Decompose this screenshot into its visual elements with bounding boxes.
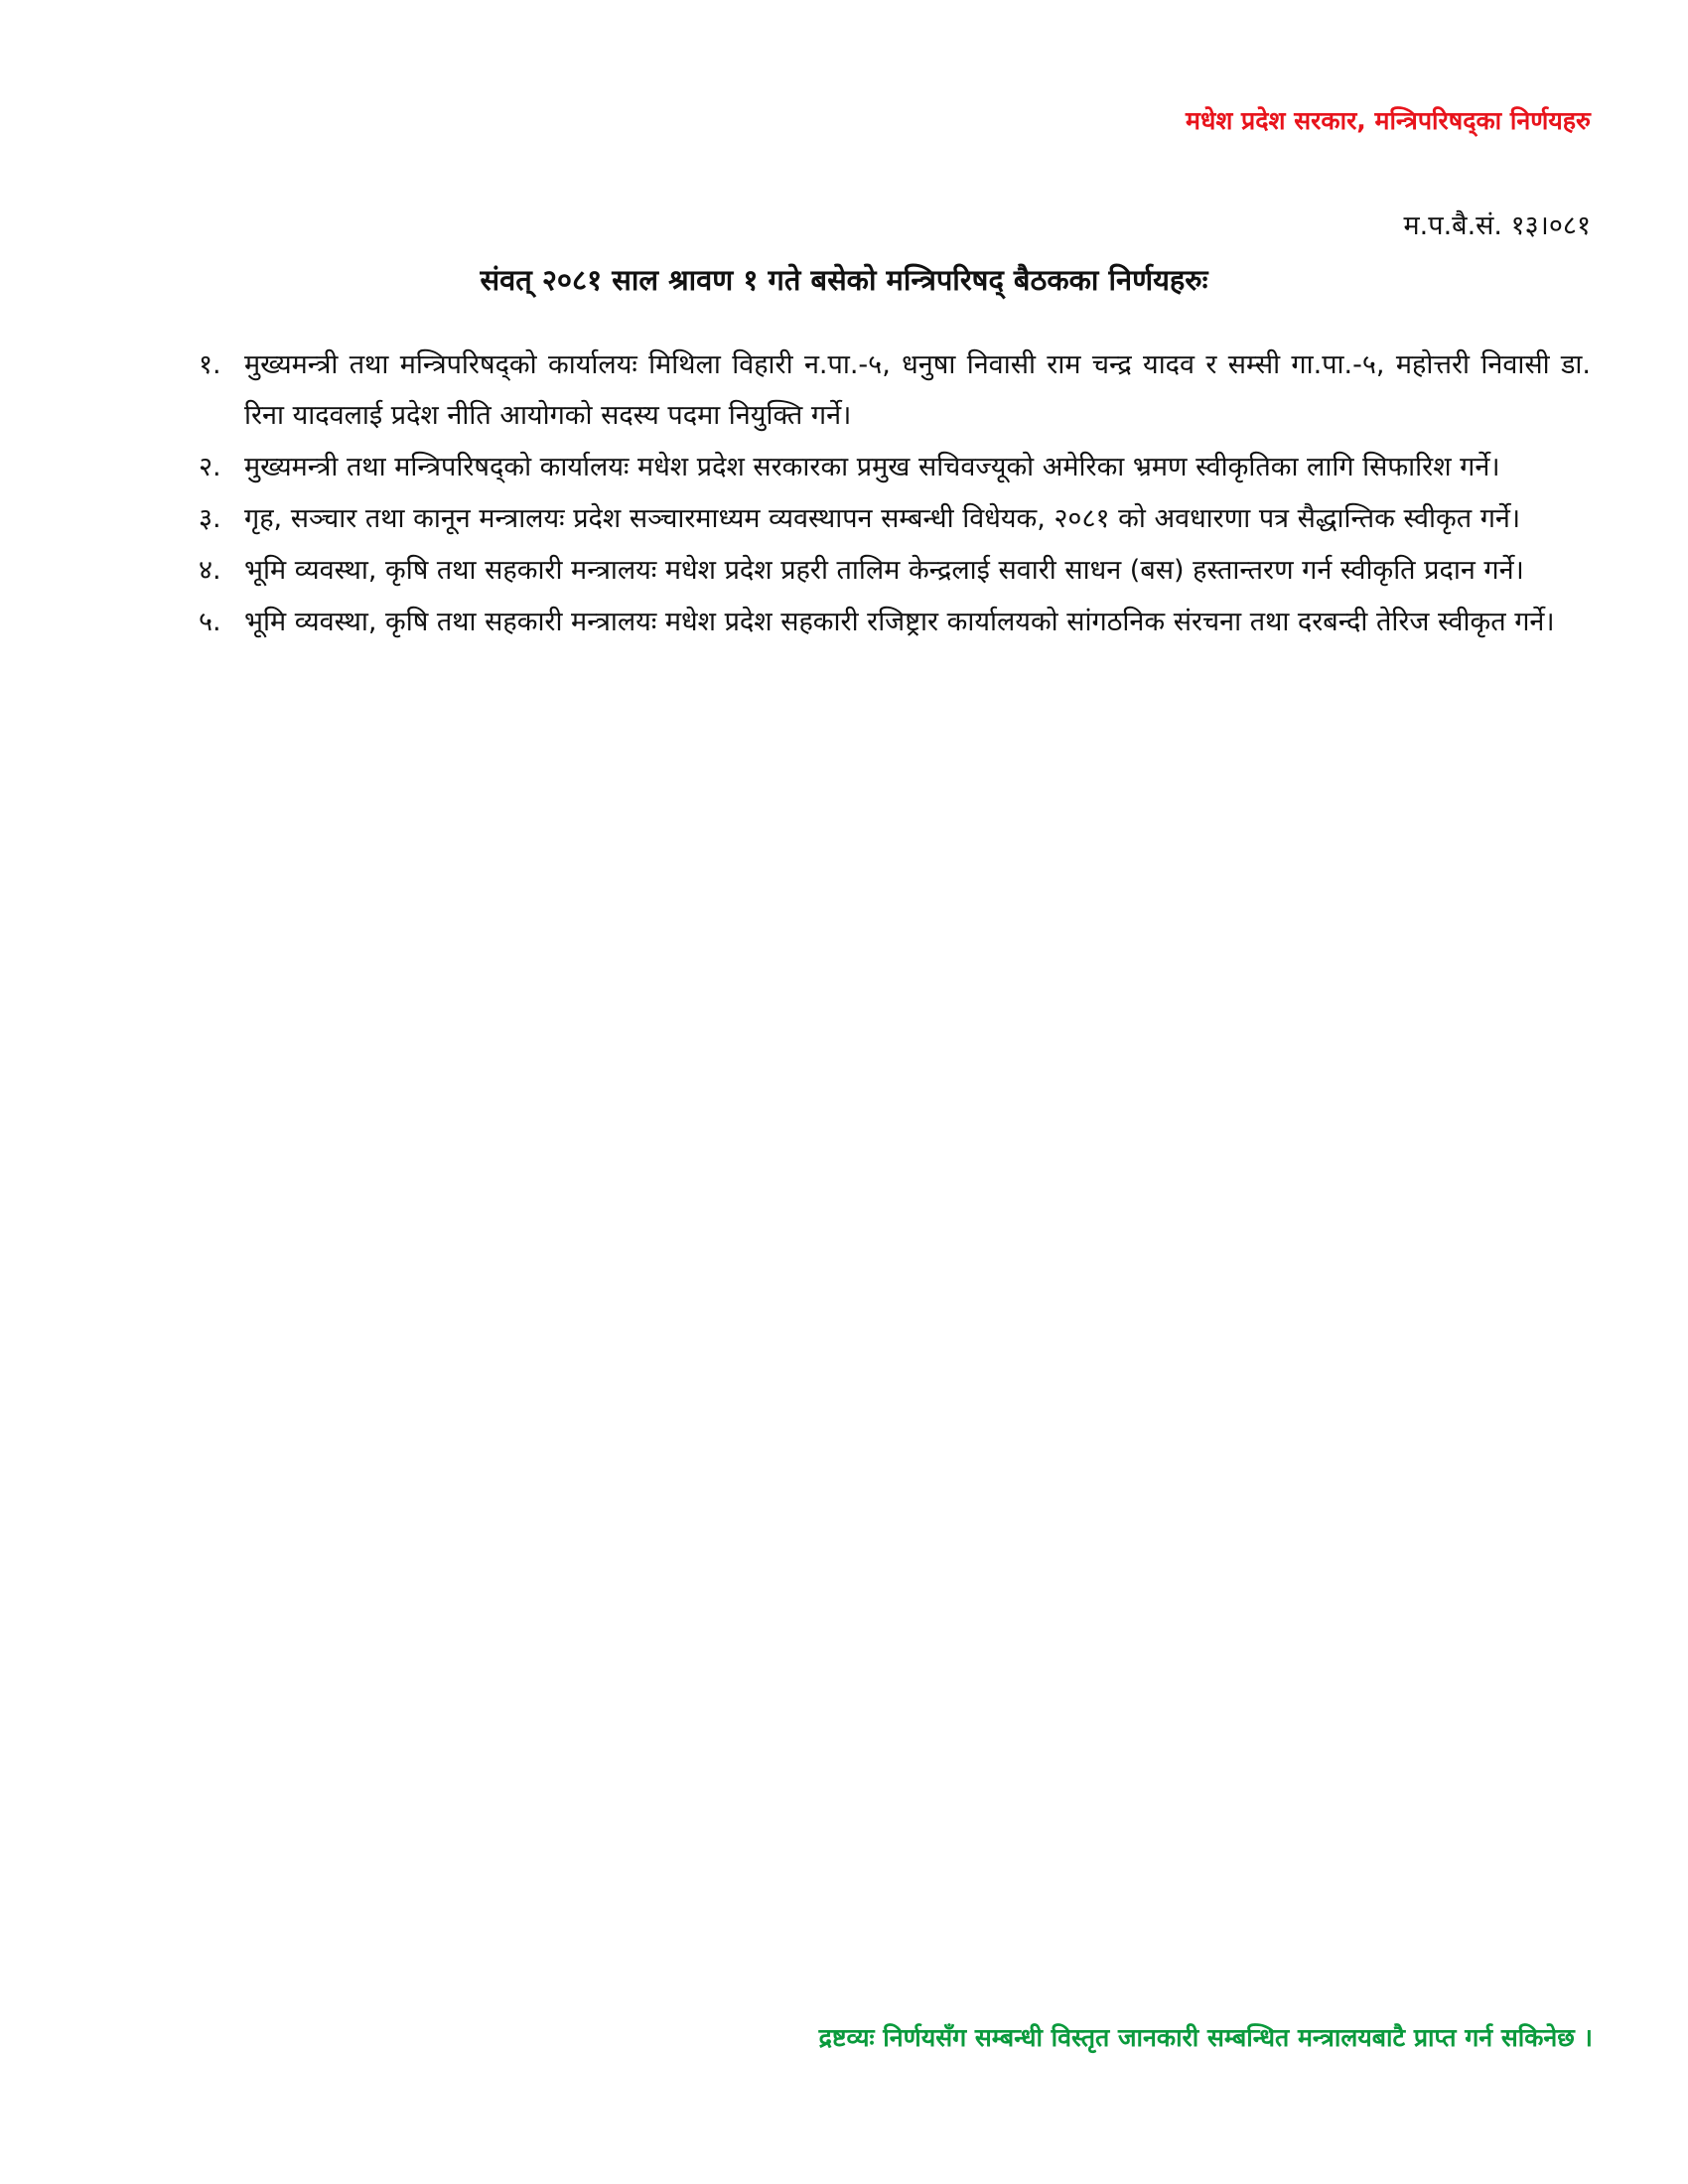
decision-number: ३.	[199, 503, 221, 534]
meeting-heading: संवत् २०८१ साल श्रावण १ गते बसेको मन्त्रिपरिषद् बैठकका निर्णयहरुः	[480, 263, 1208, 297]
decision-list	[199, 340, 1591, 648]
decision-item-2	[199, 442, 1591, 492]
decision-text: भूमि व्यवस्था, कृषि तथा सहकारी मन्त्रालयः मधेश प्रदेश सहकारी रजिष्ट्रार कार्यालयको सांगठनिक संरचना तथा दरबन्दी तेरिज स्वीकृत गर्ने।	[244, 607, 1555, 637]
decision-item-3	[199, 493, 1591, 544]
page-header-title: मधेश प्रदेश सरकार, मन्त्रिपरिषद्का निर्णयहरु	[1186, 106, 1591, 135]
decision-text: मुख्यमन्त्री तथा मन्त्रिपरिषद्को कार्यालयः मिथिला विहारी न.पा.-५, धनुषा निवासी राम चन्द्र यादव र सम्सी गा.पा.-५, महोत्तरी निवासी डा. रिना यादवलाई प्रदेश नीति आयोगको सदस्य पदमा नियुक्ति गर्ने।	[244, 349, 1591, 431]
decision-item-1	[199, 340, 1591, 441]
decision-number: ४.	[199, 555, 221, 586]
decision-number: ५.	[199, 607, 221, 637]
meeting-reference-number: म.प.बै.सं. १३।०८१	[1403, 210, 1591, 241]
decision-number: २.	[199, 452, 221, 482]
decision-text: भूमि व्यवस्था, कृषि तथा सहकारी मन्त्रालयः मधेश प्रदेश प्रहरी तालिम केन्द्रलाई सवारी साधन (बस) हस्तान्तरण गर्न स्वीकृति प्रदान गर्ने।	[244, 555, 1524, 586]
footer-note: द्रष्टव्यः निर्णयसँग सम्बन्धी विस्तृत जानकारी सम्बन्धित मन्त्रालयबाटै प्राप्त गर्न सकिनेछ ।	[818, 2023, 1593, 2052]
decision-text: मुख्यमन्त्री तथा मन्त्रिपरिषद्को कार्यालयः मधेश प्रदेश सरकारका प्रमुख सचिवज्यूको अमेरिका भ्रमण स्वीकृतिका लागि सिफारिश गर्ने।	[244, 452, 1500, 482]
decision-item-5	[199, 597, 1591, 647]
decision-text: गृह, सञ्चार तथा कानून मन्त्रालयः प्रदेश सञ्चारमाध्यम व्यवस्थापन सम्बन्धी विधेयक, २०८१ को अवधारणा पत्र सैद्धान्तिक स्वीकृत गर्ने।	[244, 503, 1521, 534]
decision-item-4	[199, 545, 1591, 596]
decision-number: १.	[199, 349, 221, 380]
